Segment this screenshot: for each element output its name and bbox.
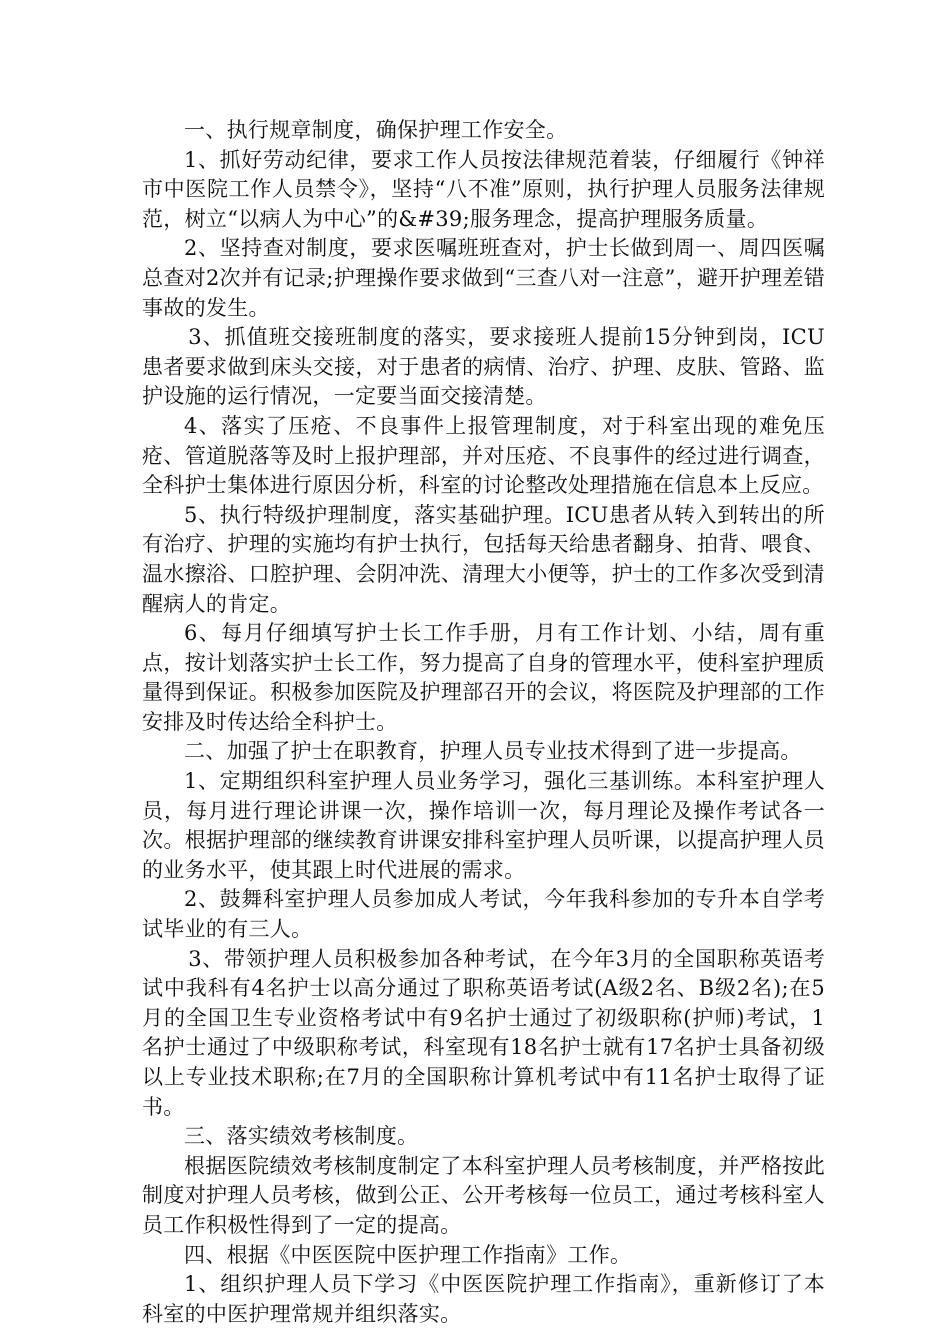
section-heading-3: 三、落实绩效考核制度。 bbox=[184, 1124, 419, 1149]
paragraph-1-5: 5、执行特级护理制度，落实基础护理。ICU患者从转入到转出的所有治疗、护理的实施均有护士执行，包括每天给患者翻身、拍背、喂食、温水擦浴、口腔护理、会阴冲洗、清理大小便等，护士的工作多次受到清醒病人的肯定。 bbox=[142, 502, 825, 616]
section-heading-4: 四、根据《中医医院中医护理工作指南》工作。 bbox=[184, 1242, 632, 1267]
paragraph-1-3: 3、抓值班交接班制度的落实，要求接班人提前15分钟到岗，ICU患者要求做到床头交接，对于患者的病情、治疗、护理、皮肤、管路、监护设施的运行情况，一定要当面交接清楚。 bbox=[142, 325, 825, 409]
paragraph-2-3: 3、带领护理人员积极参加各种考试，在今年3月的全国职称英语考试中我科有4名护士以高分通过了职称英语考试(A级2名、B级2名);在5月的全国卫生专业资格考试中有9名护士通过了初级职称(护师)考试，1名护士通过了中级职称考试，科室现有18名护士就有17名护士具备初级以上专业技术职称;在7月的全国职称计算机考试中有11名护士取得了证书。 bbox=[142, 946, 825, 1119]
paragraph-1-1: 1、抓好劳动纪律，要求工作人员按法律规范着装，仔细履行《钟祥市中医院工作人员禁令》，坚持“八不准”原则，执行护理人员服务法律规范，树立“以病人为中心”的&#39;服务理念，提高护理服务质量。 bbox=[142, 147, 825, 231]
paragraph-1-2: 2、坚持查对制度，要求医嘱班班查对，护士长做到周一、周四医嘱总查对2次并有记录;护理操作要求做到“三查八对一注意”，避开护理差错事故的发生。 bbox=[142, 236, 825, 320]
paragraph-1-6: 6、每月仔细填写护士长工作手册，月有工作计划、小结，周有重点，按计划落实护士长工作，努力提高了自身的管理水平，使科室护理质量得到保证。积极参加医院及护理部召开的会议，将医院及护理部的工作安排及时传达给全科护士。 bbox=[142, 621, 825, 734]
paragraph-3-1: 根据医院绩效考核制度制定了本科室护理人员考核制度，并严格按此制度对护理人员考核，做到公正、公开考核每一位员工，通过考核科室人员工作积极性得到了一定的提高。 bbox=[142, 1153, 825, 1237]
document-body bbox=[142, 116, 825, 1329]
section-heading-2: 二、加强了护士在职教育，护理人员专业技术得到了进一步提高。 bbox=[184, 739, 802, 764]
paragraph-2-1: 1、定期组织科室护理人员业务学习，强化三基训练。本科室护理人员，每月进行理论讲课一次，操作培训一次，每月理论及操作考试各一次。根据护理部的继续教育讲课安排科室护理人员听课，以提高护理人员的业务水平，使其跟上时代进展的需求。 bbox=[142, 769, 825, 882]
paragraph-2-2: 2、鼓舞科室护理人员参加成人考试，今年我科参加的专升本自学考试毕业的有三人。 bbox=[142, 887, 825, 942]
paragraph-1-4: 4、落实了压疮、不良事件上报管理制度，对于科室出现的难免压疮、管道脱落等及时上报护理部，并对压疮、不良事件的经过进行调查，全科护士集体进行原因分析，科室的讨论整改处理措施在信息本上反应。 bbox=[142, 413, 825, 498]
paragraph-4-1: 1、组织护理人员下学习《中医医院护理工作指南》，重新修订了本科室的中医护理常规并组织落实。 bbox=[142, 1272, 825, 1326]
section-heading-1: 一、执行规章制度，确保护理工作安全。 bbox=[184, 118, 568, 142]
